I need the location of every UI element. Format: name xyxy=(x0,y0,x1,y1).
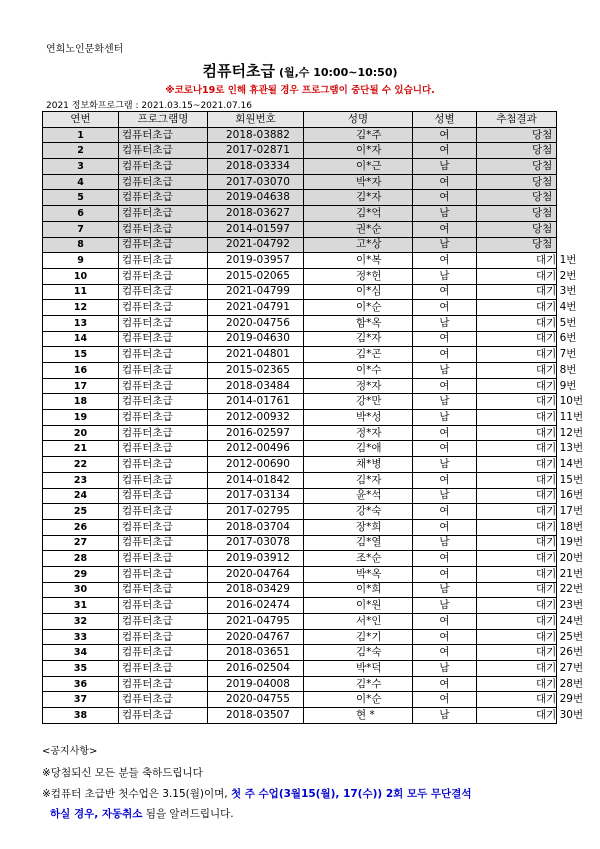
cell-program: 컴퓨터초급 xyxy=(119,174,208,190)
table-row xyxy=(43,457,557,473)
cell-member-id: 2019-04008 xyxy=(208,676,304,692)
cell-program: 컴퓨터초급 xyxy=(119,551,208,567)
cell-result: 당첨 xyxy=(477,206,557,222)
cell-no: 29 xyxy=(43,566,119,582)
cell-name: 이*복 xyxy=(304,253,413,269)
table-row xyxy=(43,284,557,300)
table-body xyxy=(43,127,584,723)
cell-program: 컴퓨터초급 xyxy=(119,598,208,614)
cell-gender: 남 xyxy=(413,315,477,331)
table-row xyxy=(43,347,557,363)
col-header-program: 프로그램명 xyxy=(119,112,208,128)
cell-name: 김*자 xyxy=(304,190,413,206)
cell-name: 윤*석 xyxy=(304,488,413,504)
cell-name: 함*옥 xyxy=(304,315,413,331)
cell-member-id: 2017-03134 xyxy=(208,488,304,504)
cell-no: 19 xyxy=(43,410,119,426)
cell-no: 6 xyxy=(43,206,119,222)
cell-name: 현 * xyxy=(304,708,413,724)
cell-gender: 남 xyxy=(413,410,477,426)
cell-name: 김*자 xyxy=(304,331,413,347)
notice-line-3 xyxy=(50,806,234,821)
col-header-member: 회원번호 xyxy=(208,112,304,128)
cell-program: 컴퓨터초급 xyxy=(119,708,208,724)
cell-member-id: 2018-03429 xyxy=(208,582,304,598)
cell-gender: 남 xyxy=(413,394,477,410)
cell-no: 2 xyxy=(43,143,119,159)
cell-result: 대기 27번 xyxy=(477,661,557,677)
cell-program: 컴퓨터초급 xyxy=(119,472,208,488)
cell-program: 컴퓨터초급 xyxy=(119,629,208,645)
cell-gender: 남 xyxy=(413,582,477,598)
cell-name: 김*곤 xyxy=(304,347,413,363)
cell-member-id: 2016-02474 xyxy=(208,598,304,614)
cell-name: 김*자 xyxy=(304,472,413,488)
title-schedule: (월,수 10:00~10:50) xyxy=(278,66,398,79)
cell-no: 35 xyxy=(43,661,119,677)
cell-result: 대기 26번 xyxy=(477,645,557,661)
lottery-table xyxy=(42,111,584,724)
cell-program: 컴퓨터초급 xyxy=(119,363,208,379)
col-header-gender: 성별 xyxy=(413,112,477,128)
cell-program: 컴퓨터초급 xyxy=(119,394,208,410)
cell-result: 당첨 xyxy=(477,174,557,190)
cell-no: 4 xyxy=(43,174,119,190)
cell-no: 26 xyxy=(43,519,119,535)
cell-no: 7 xyxy=(43,221,119,237)
cell-no: 14 xyxy=(43,331,119,347)
cell-member-id: 2018-03704 xyxy=(208,519,304,535)
table-header-row xyxy=(43,112,557,128)
cell-no: 11 xyxy=(43,284,119,300)
table-row xyxy=(43,566,557,582)
table-row xyxy=(43,127,557,143)
cell-program: 컴퓨터초급 xyxy=(119,614,208,630)
cell-result: 대기 17번 xyxy=(477,504,557,520)
cell-member-id: 2012-00496 xyxy=(208,441,304,457)
cell-name: 이*원 xyxy=(304,598,413,614)
cell-gender: 여 xyxy=(413,472,477,488)
program-period: 2021 정보화프로그램 : 2021.03.15~2021.07.16 xyxy=(46,101,252,111)
cell-no: 36 xyxy=(43,676,119,692)
cell-result: 대기 14번 xyxy=(477,457,557,473)
table-row xyxy=(43,174,557,190)
cell-no: 31 xyxy=(43,598,119,614)
cell-gender: 여 xyxy=(413,645,477,661)
cell-program: 컴퓨터초급 xyxy=(119,347,208,363)
cell-name: 강*숙 xyxy=(304,504,413,520)
cell-member-id: 2014-01761 xyxy=(208,394,304,410)
cell-member-id: 2018-03651 xyxy=(208,645,304,661)
notice-heading: <공지사항> xyxy=(42,746,98,757)
notice-absence-rule: 첫 주 수업(3월15(월), 17(수)) 2회 모두 무단결석 xyxy=(230,788,472,800)
cell-name: 이*심 xyxy=(304,284,413,300)
cell-result: 대기 4번 xyxy=(477,300,557,316)
table-row xyxy=(43,676,557,692)
cell-name: 강*만 xyxy=(304,394,413,410)
cell-name: 서*인 xyxy=(304,614,413,630)
cell-result: 당첨 xyxy=(477,237,557,253)
cell-result: 대기 16번 xyxy=(477,488,557,504)
cell-program: 컴퓨터초급 xyxy=(119,221,208,237)
cell-name: 조*순 xyxy=(304,551,413,567)
cell-gender: 남 xyxy=(413,598,477,614)
cell-no: 17 xyxy=(43,378,119,394)
cell-name: 정*자 xyxy=(304,378,413,394)
cell-result: 대기 19번 xyxy=(477,535,557,551)
notice-auto-cancel: 하실 경우, 자동취소 xyxy=(50,808,143,820)
cell-program: 컴퓨터초급 xyxy=(119,410,208,426)
cell-result: 대기 24번 xyxy=(477,614,557,630)
cell-name: 김*주 xyxy=(304,127,413,143)
cell-no: 37 xyxy=(43,692,119,708)
cell-member-id: 2012-00690 xyxy=(208,457,304,473)
cell-result: 당첨 xyxy=(477,127,557,143)
cell-gender: 여 xyxy=(413,692,477,708)
cell-no: 30 xyxy=(43,582,119,598)
cell-member-id: 2019-03957 xyxy=(208,253,304,269)
table-row xyxy=(43,190,557,206)
cell-program: 컴퓨터초급 xyxy=(119,284,208,300)
cell-gender: 남 xyxy=(413,661,477,677)
cell-gender: 남 xyxy=(413,237,477,253)
table-row xyxy=(43,551,557,567)
cell-member-id: 2016-02504 xyxy=(208,661,304,677)
cell-program: 컴퓨터초급 xyxy=(119,237,208,253)
cell-result: 대기 15번 xyxy=(477,472,557,488)
table-row xyxy=(43,519,557,535)
cell-result: 대기 21번 xyxy=(477,566,557,582)
cell-name: 김*숙 xyxy=(304,645,413,661)
cell-result: 대기 9번 xyxy=(477,378,557,394)
notice-first-class: ※컴퓨터 초급반 첫수업은 3.15(월)이며, xyxy=(42,788,228,800)
cell-gender: 남 xyxy=(413,206,477,222)
cell-member-id: 2016-02597 xyxy=(208,425,304,441)
cell-program: 컴퓨터초급 xyxy=(119,300,208,316)
table-row xyxy=(43,268,557,284)
cell-name: 박*자 xyxy=(304,174,413,190)
table-row xyxy=(43,629,557,645)
table-row xyxy=(43,598,557,614)
cell-name: 이*희 xyxy=(304,582,413,598)
cell-name: 이*자 xyxy=(304,143,413,159)
cell-name: 박*덕 xyxy=(304,661,413,677)
table-row xyxy=(43,300,557,316)
table-row xyxy=(43,363,557,379)
cell-program: 컴퓨터초급 xyxy=(119,315,208,331)
notice-congrats: ※당첨되신 모든 분들 축하드립니다 xyxy=(42,767,203,779)
cell-gender: 여 xyxy=(413,284,477,300)
table-row xyxy=(43,692,557,708)
cell-gender: 남 xyxy=(413,457,477,473)
table-row xyxy=(43,159,557,175)
cell-name: 김*열 xyxy=(304,535,413,551)
cell-gender: 여 xyxy=(413,253,477,269)
cell-result: 대기 30번 xyxy=(477,708,557,724)
cell-no: 18 xyxy=(43,394,119,410)
cell-no: 33 xyxy=(43,629,119,645)
table-row xyxy=(43,582,557,598)
cell-result: 대기 29번 xyxy=(477,692,557,708)
cell-name: 이*수 xyxy=(304,363,413,379)
cell-member-id: 2021-04801 xyxy=(208,347,304,363)
cell-program: 컴퓨터초급 xyxy=(119,582,208,598)
cell-program: 컴퓨터초급 xyxy=(119,268,208,284)
cell-result: 대기 5번 xyxy=(477,315,557,331)
table-row xyxy=(43,221,557,237)
cell-name: 김*수 xyxy=(304,676,413,692)
cell-no: 28 xyxy=(43,551,119,567)
cell-result: 대기 20번 xyxy=(477,551,557,567)
cell-no: 34 xyxy=(43,645,119,661)
cell-no: 25 xyxy=(43,504,119,520)
cell-member-id: 2021-04795 xyxy=(208,614,304,630)
cell-no: 10 xyxy=(43,268,119,284)
cell-no: 20 xyxy=(43,425,119,441)
cell-result: 대기 2번 xyxy=(477,268,557,284)
cell-program: 컴퓨터초급 xyxy=(119,566,208,582)
cell-member-id: 2021-04792 xyxy=(208,237,304,253)
cell-member-id: 2021-04799 xyxy=(208,284,304,300)
col-header-result: 추첨결과 xyxy=(477,112,557,128)
cell-member-id: 2018-03627 xyxy=(208,206,304,222)
cell-no: 15 xyxy=(43,347,119,363)
cell-gender: 여 xyxy=(413,127,477,143)
table-row xyxy=(43,253,557,269)
cell-program: 컴퓨터초급 xyxy=(119,378,208,394)
cell-member-id: 2018-03882 xyxy=(208,127,304,143)
cell-no: 8 xyxy=(43,237,119,253)
cell-program: 컴퓨터초급 xyxy=(119,504,208,520)
cell-gender: 여 xyxy=(413,221,477,237)
cell-gender: 여 xyxy=(413,331,477,347)
cell-member-id: 2015-02065 xyxy=(208,268,304,284)
cell-member-id: 2017-03070 xyxy=(208,174,304,190)
cell-member-id: 2020-04756 xyxy=(208,315,304,331)
notice-closing: 됨을 알려드립니다. xyxy=(145,808,234,820)
table-row xyxy=(43,441,557,457)
cell-no: 3 xyxy=(43,159,119,175)
cell-program: 컴퓨터초급 xyxy=(119,645,208,661)
cell-gender: 남 xyxy=(413,363,477,379)
col-header-no: 연번 xyxy=(43,112,119,128)
cell-name: 정*자 xyxy=(304,425,413,441)
cell-gender: 여 xyxy=(413,378,477,394)
cell-gender: 여 xyxy=(413,519,477,535)
cell-member-id: 2017-03078 xyxy=(208,535,304,551)
title-text: 컴퓨터초급 xyxy=(202,62,275,80)
cell-name: 김*애 xyxy=(304,441,413,457)
table-row xyxy=(43,394,557,410)
cell-name: 이*순 xyxy=(304,692,413,708)
cell-result: 당첨 xyxy=(477,159,557,175)
cell-result: 대기 6번 xyxy=(477,331,557,347)
cell-gender: 여 xyxy=(413,629,477,645)
cell-name: 박*옥 xyxy=(304,566,413,582)
cell-program: 컴퓨터초급 xyxy=(119,206,208,222)
cell-no: 16 xyxy=(43,363,119,379)
cell-member-id: 2020-04755 xyxy=(208,692,304,708)
cell-name: 권*순 xyxy=(304,221,413,237)
cell-name: 장*희 xyxy=(304,519,413,535)
cell-member-id: 2020-04764 xyxy=(208,566,304,582)
cell-no: 12 xyxy=(43,300,119,316)
cell-no: 38 xyxy=(43,708,119,724)
table-row xyxy=(43,535,557,551)
cell-result: 대기 3번 xyxy=(477,284,557,300)
table-row xyxy=(43,614,557,630)
cell-result: 당첨 xyxy=(477,221,557,237)
table-row xyxy=(43,410,557,426)
cell-member-id: 2018-03334 xyxy=(208,159,304,175)
table-row xyxy=(43,472,557,488)
cell-no: 32 xyxy=(43,614,119,630)
cell-program: 컴퓨터초급 xyxy=(119,190,208,206)
cell-member-id: 2012-00932 xyxy=(208,410,304,426)
cell-name: 이*근 xyxy=(304,159,413,175)
cell-program: 컴퓨터초급 xyxy=(119,676,208,692)
cell-result: 대기 23번 xyxy=(477,598,557,614)
cell-gender: 여 xyxy=(413,441,477,457)
cell-gender: 여 xyxy=(413,676,477,692)
cell-member-id: 2017-02795 xyxy=(208,504,304,520)
cell-no: 5 xyxy=(43,190,119,206)
table-row xyxy=(43,378,557,394)
cell-result: 당첨 xyxy=(477,143,557,159)
table-row xyxy=(43,237,557,253)
cell-name: 채*병 xyxy=(304,457,413,473)
cell-no: 13 xyxy=(43,315,119,331)
cell-gender: 여 xyxy=(413,174,477,190)
cell-program: 컴퓨터초급 xyxy=(119,127,208,143)
table-row xyxy=(43,504,557,520)
cell-member-id: 2021-04791 xyxy=(208,300,304,316)
cell-member-id: 2019-03912 xyxy=(208,551,304,567)
page-title xyxy=(0,60,600,81)
cell-no: 9 xyxy=(43,253,119,269)
cell-program: 컴퓨터초급 xyxy=(119,331,208,347)
cell-result: 대기 28번 xyxy=(477,676,557,692)
table-row xyxy=(43,661,557,677)
cell-result: 당첨 xyxy=(477,190,557,206)
cell-member-id: 2015-02365 xyxy=(208,363,304,379)
cell-program: 컴퓨터초급 xyxy=(119,661,208,677)
cell-result: 대기 22번 xyxy=(477,582,557,598)
cell-program: 컴퓨터초급 xyxy=(119,143,208,159)
cell-member-id: 2018-03484 xyxy=(208,378,304,394)
cell-result: 대기 8번 xyxy=(477,363,557,379)
cell-program: 컴퓨터초급 xyxy=(119,425,208,441)
cell-name: 박*성 xyxy=(304,410,413,426)
table-row xyxy=(43,315,557,331)
table-row xyxy=(43,425,557,441)
cell-member-id: 2018-03507 xyxy=(208,708,304,724)
cell-result: 대기 1번 xyxy=(477,253,557,269)
col-header-name: 성명 xyxy=(304,112,413,128)
cell-member-id: 2019-04638 xyxy=(208,190,304,206)
cell-program: 컴퓨터초급 xyxy=(119,488,208,504)
cell-gender: 남 xyxy=(413,488,477,504)
cell-member-id: 2014-01597 xyxy=(208,221,304,237)
cell-gender: 남 xyxy=(413,535,477,551)
cell-program: 컴퓨터초급 xyxy=(119,441,208,457)
org-name: 연희노인문화센터 xyxy=(46,44,124,55)
cell-gender: 남 xyxy=(413,708,477,724)
cell-no: 21 xyxy=(43,441,119,457)
table-row xyxy=(43,488,557,504)
cell-name: 김*기 xyxy=(304,629,413,645)
cell-gender: 여 xyxy=(413,143,477,159)
table-row xyxy=(43,331,557,347)
table-row xyxy=(43,143,557,159)
cell-result: 대기 12번 xyxy=(477,425,557,441)
cell-program: 컴퓨터초급 xyxy=(119,519,208,535)
cell-name: 고*상 xyxy=(304,237,413,253)
cell-gender: 여 xyxy=(413,504,477,520)
cell-result: 대기 10번 xyxy=(477,394,557,410)
cell-program: 컴퓨터초급 xyxy=(119,457,208,473)
cell-member-id: 2014-01842 xyxy=(208,472,304,488)
cell-program: 컴퓨터초급 xyxy=(119,159,208,175)
cell-gender: 남 xyxy=(413,159,477,175)
cell-result: 대기 7번 xyxy=(477,347,557,363)
cell-member-id: 2017-02871 xyxy=(208,143,304,159)
cell-program: 컴퓨터초급 xyxy=(119,692,208,708)
cell-no: 22 xyxy=(43,457,119,473)
cell-gender: 여 xyxy=(413,566,477,582)
cell-gender: 여 xyxy=(413,190,477,206)
cell-no: 1 xyxy=(43,127,119,143)
cell-gender: 남 xyxy=(413,268,477,284)
cell-name: 김*억 xyxy=(304,206,413,222)
cell-gender: 여 xyxy=(413,614,477,630)
cell-gender: 여 xyxy=(413,300,477,316)
cell-no: 27 xyxy=(43,535,119,551)
cell-program: 컴퓨터초급 xyxy=(119,535,208,551)
table-row xyxy=(43,708,557,724)
notice-line-2 xyxy=(42,786,472,801)
table-row xyxy=(43,206,557,222)
covid-warning: ※코로나19로 인해 휴관될 경우 프로그램이 중단될 수 있습니다. xyxy=(165,85,435,96)
cell-program: 컴퓨터초급 xyxy=(119,253,208,269)
cell-result: 대기 18번 xyxy=(477,519,557,535)
cell-result: 대기 13번 xyxy=(477,441,557,457)
cell-name: 정*헌 xyxy=(304,268,413,284)
cell-result: 대기 25번 xyxy=(477,629,557,645)
cell-member-id: 2019-04630 xyxy=(208,331,304,347)
cell-result: 대기 11번 xyxy=(477,410,557,426)
cell-no: 24 xyxy=(43,488,119,504)
cell-no: 23 xyxy=(43,472,119,488)
cell-name: 이*순 xyxy=(304,300,413,316)
cell-gender: 여 xyxy=(413,551,477,567)
cell-member-id: 2020-04767 xyxy=(208,629,304,645)
table-row xyxy=(43,645,557,661)
cell-gender: 여 xyxy=(413,425,477,441)
cell-gender: 여 xyxy=(413,347,477,363)
